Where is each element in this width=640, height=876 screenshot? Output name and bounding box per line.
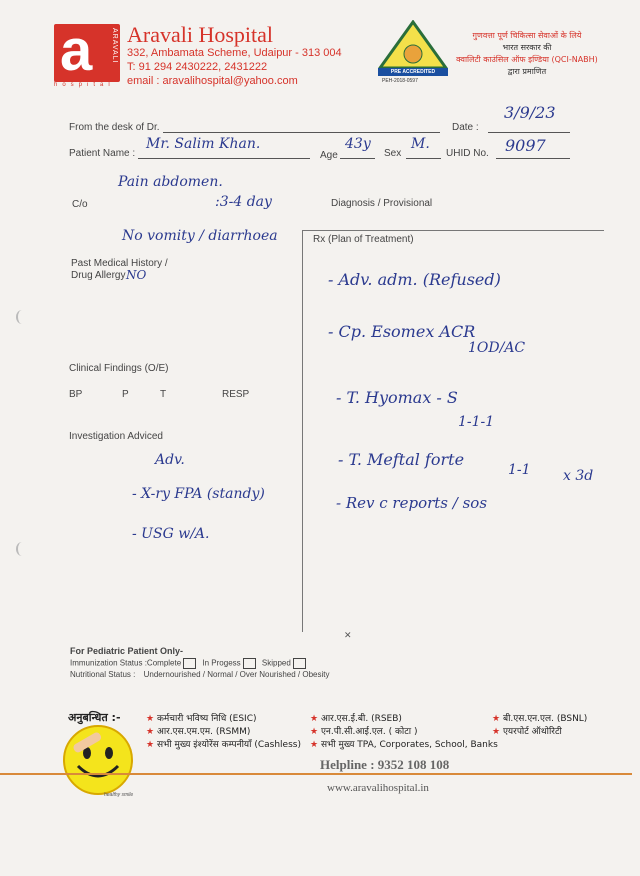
star-icon: ★ xyxy=(492,714,503,724)
skipped-label: Skipped xyxy=(261,658,291,668)
in-progress-checkbox[interactable] xyxy=(243,658,256,669)
hospital-address: 332, Ambamata Scheme, Udaipur - 313 004 xyxy=(127,47,342,59)
investigation-line-2: - X-ry FPA (standy) xyxy=(132,486,265,502)
hospital-name: Aravali Hospital xyxy=(127,22,274,47)
tieup-insurance: ★ सभी मुख्य इंश्योरेंस कम्पनीयाँ (Cashless) xyxy=(146,740,301,750)
complete-label: Complete xyxy=(146,658,182,668)
investigation-line-3: - USG w/A. xyxy=(132,526,210,542)
rx-line-4b: 1-1 xyxy=(508,462,531,478)
star-icon: ★ xyxy=(492,727,503,737)
hindi-header-2: भारत सरकार की xyxy=(502,43,552,52)
hospital-logo xyxy=(54,18,120,83)
patient-name-label: Patient Name : xyxy=(69,148,136,159)
hindi-header-4: द्वारा प्रमाणित xyxy=(507,67,547,76)
complaints-label: C/o xyxy=(72,199,88,210)
footer-line xyxy=(0,773,632,775)
empanelled-label: अनुबन्धित :- xyxy=(68,711,121,724)
logo-subtitle: hospital xyxy=(54,82,115,88)
star-icon: ★ xyxy=(310,727,321,737)
nutritional-row xyxy=(70,670,329,679)
sex-line xyxy=(406,158,441,159)
tieup-bsnl: ★ बी.एस.एन.एल. (BSNL) xyxy=(492,714,588,724)
hospital-phone: T: 91 294 2430222, 2431222 xyxy=(127,61,268,73)
rx-label: Rx (Plan of Treatment) xyxy=(313,234,414,245)
temperature-label: T xyxy=(160,389,167,400)
age-line xyxy=(340,158,375,159)
hospital-email: email : aravalihospital@yahoo.com xyxy=(127,75,298,87)
complaint-line-1: Pain abdomen. xyxy=(118,174,223,190)
sex-label: Sex xyxy=(384,148,402,159)
uhid-line xyxy=(496,158,570,159)
rx-line-4c: x 3d xyxy=(563,468,594,484)
bp-label: BP xyxy=(69,389,83,400)
punch-hole xyxy=(16,310,28,324)
patient-name-value: Mr. Salim Khan. xyxy=(146,136,261,152)
nutritional-options: Undernourished / Normal / Over Nourished / Obesity xyxy=(143,670,330,679)
logo-vertical-text: ARAVALI xyxy=(111,28,118,64)
date-label: Date : xyxy=(452,122,479,133)
fold-mark: ✕ xyxy=(344,630,352,640)
rx-line-3b: 1-1-1 xyxy=(458,414,495,430)
immunization-label: Immunization Status : xyxy=(70,658,147,668)
smiley-caption: healthy smile xyxy=(104,792,134,798)
star-icon: ★ xyxy=(146,714,157,724)
date-value: 3/9/23 xyxy=(504,103,556,122)
complaint-line-3: No vomity / diarrhoea xyxy=(122,228,278,244)
hindi-header-1: गुणवत्ता पूर्ण चिकित्सा सेवाओं के लिये xyxy=(472,31,582,40)
date-line xyxy=(488,132,570,133)
uhid-label: UHID No. xyxy=(446,148,489,159)
website: www.aravalihospital.in xyxy=(327,782,429,794)
rx-line-4: - T. Meftal forte xyxy=(338,450,465,469)
resp-label: RESP xyxy=(222,389,250,400)
logo-letter: a xyxy=(60,18,93,83)
accreditation-badge: PRE ACCREDITED xyxy=(378,68,448,76)
from-desk-label: From the desk of Dr. xyxy=(69,122,160,133)
star-icon: ★ xyxy=(146,727,157,737)
pediatric-title: For Pediatric Patient Only- xyxy=(70,646,184,656)
star-icon: ★ xyxy=(310,740,321,750)
tieup-rseb: ★ आर.एस.ई.बी. (RSEB) xyxy=(310,714,402,724)
diagnosis-label: Diagnosis / Provisional xyxy=(331,198,433,209)
age-value: 43y xyxy=(345,136,371,152)
hindi-header-3: क्वालिटी काउंसिल ऑफ इण्डिया (QCI-NABH) xyxy=(456,55,598,64)
tieup-ntpc: ★ एन.पी.सी.आई.एल. ( कोटा ) xyxy=(310,727,418,737)
nutritional-label: Nutritional Status : xyxy=(70,670,136,679)
investigation-line-1: Adv. xyxy=(155,452,185,468)
rx-line-5: - Rev c reports / sos xyxy=(336,494,488,512)
sex-value: M. xyxy=(411,136,430,152)
skipped-checkbox[interactable] xyxy=(293,658,306,669)
tieup-tpa: ★ सभी मुख्य TPA, Corporates, School, Banks xyxy=(310,740,498,750)
immunization-row xyxy=(70,658,310,669)
smiley-icon xyxy=(58,720,138,800)
age-label: Age xyxy=(320,150,338,161)
complete-checkbox[interactable] xyxy=(183,658,196,669)
accreditation-code: PEH-2018-0597 xyxy=(382,78,418,84)
uhid-value: 9097 xyxy=(505,136,546,155)
rx-line-2: - Cp. Esomex ACR xyxy=(328,322,476,341)
tieup-rsmm: ★ आर.एस.एम.एम. (RSMM) xyxy=(146,727,251,737)
helpline: Helpline : 9352 108 108 xyxy=(320,757,450,772)
rx-line-1: - Adv. adm. (Refused) xyxy=(328,270,501,289)
rx-top-border xyxy=(302,230,604,231)
punch-hole xyxy=(16,542,28,556)
nabh-badge-icon xyxy=(378,20,448,70)
doctor-line xyxy=(163,132,440,133)
star-icon: ★ xyxy=(146,740,157,750)
tieup-esic: ★ कर्मचारी भविष्य निधि (ESIC) xyxy=(146,714,257,724)
in-progress-label: In Progess xyxy=(202,658,241,668)
investigation-label: Investigation Adviced xyxy=(69,431,163,442)
pulse-label: P xyxy=(122,389,129,400)
rx-line-3: - T. Hyomax - S xyxy=(336,388,458,407)
rx-line-2b: 1OD/AC xyxy=(468,340,526,356)
drug-allergy-value: NO xyxy=(126,268,147,282)
past-history-label: Past Medical History / xyxy=(71,258,168,269)
patient-name-line xyxy=(138,158,310,159)
complaint-line-2: :3-4 day xyxy=(215,194,272,210)
rx-divider xyxy=(302,230,303,632)
drug-allergy-label: Drug Allergy xyxy=(71,270,126,281)
star-icon: ★ xyxy=(310,714,321,724)
tieup-airport: ★ एयरपोर्ट ऑथोरिटी xyxy=(492,727,562,737)
clinical-findings-label: Clinical Findings (O/E) xyxy=(69,363,169,374)
